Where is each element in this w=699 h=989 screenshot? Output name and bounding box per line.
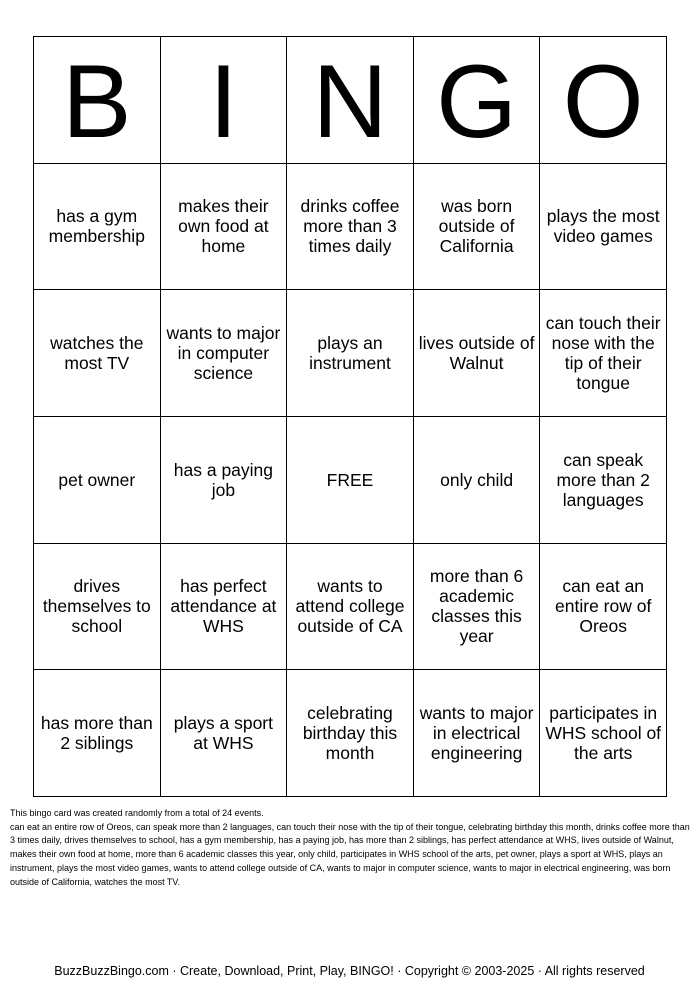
- bingo-cell-text: makes their own food at home: [178, 196, 269, 257]
- bingo-cell: [287, 544, 414, 671]
- bingo-cell: [540, 290, 667, 417]
- bingo-cell-text: drives themselves to school: [42, 576, 151, 637]
- bingo-cell-text: has more than 2 siblings: [40, 713, 153, 754]
- header-letter-b: B: [34, 37, 161, 164]
- bingo-cell-text: can speak more than 2 languages: [556, 449, 650, 510]
- bingo-cell: [161, 417, 288, 544]
- bingo-cell: [287, 290, 414, 417]
- bingo-cell: [540, 670, 667, 797]
- bingo-cell: [161, 670, 288, 797]
- card-description: [10, 807, 690, 889]
- free-space-cell: [287, 417, 414, 544]
- header-letter-o: O: [540, 37, 667, 164]
- bingo-cell: [414, 417, 541, 544]
- bingo-cell-text: can touch their nose with the tip of their tongue: [545, 313, 661, 394]
- description-events-list: can eat an entire row of Oreos, can speak more than 2 languages, can touch their nose with the tip of their tongue, celebrating birthday this month, drinks coffee more than 3 times daily, drives themselves to school, has a gym membership, has a paying job, has more than 2 siblings, has perfect attendance at WHS, lives outside of Walnut, makes their own food at home, more than 6 academic classes this year, only child, participates in WHS school of the arts, pet owner, plays a sport at WHS, plays an instrument, plays the most video games, wants to attend college outside of CA, wants to major in computer science, wants to major in electrical engineering, was born outside of California, watches the most TV.: [10, 821, 690, 887]
- bingo-cell: [540, 164, 667, 291]
- bingo-cell-text: plays the most video games: [546, 206, 660, 247]
- bingo-cell: [161, 544, 288, 671]
- bingo-cell: [161, 164, 288, 291]
- bingo-cell: [287, 164, 414, 291]
- bingo-cell: [414, 544, 541, 671]
- footer-copyright: BuzzBuzzBingo.com · Create, Download, Print, Play, BINGO! · Copyright © 2003-2025 · All rights reserved: [54, 964, 645, 978]
- bingo-cell-text: was born outside of California: [438, 196, 515, 257]
- bingo-cell-text: pet owner: [58, 469, 136, 490]
- bingo-cell: [34, 670, 161, 797]
- free-space-text: FREE: [326, 469, 374, 490]
- bingo-cell: [540, 544, 667, 671]
- bingo-cell-text: has a gym membership: [48, 206, 145, 247]
- bingo-cell: [34, 544, 161, 671]
- bingo-cell: [34, 164, 161, 291]
- bingo-cell-text: celebrating birthday this month: [302, 703, 398, 764]
- bingo-cell-text: has a paying job: [173, 459, 274, 500]
- bingo-cell-text: drinks coffee more than 3 times daily: [300, 196, 400, 257]
- bingo-cell-text: can eat an entire row of Oreos: [555, 576, 652, 637]
- header-letter-g: G: [414, 37, 541, 164]
- bingo-cell: [34, 290, 161, 417]
- bingo-cell-text: wants to major in electrical engineering: [419, 703, 534, 764]
- bingo-cell-text: wants to attend college outside of CA: [295, 576, 405, 637]
- bingo-cell-text: wants to major in computer science: [166, 323, 281, 384]
- bingo-card: [33, 36, 667, 797]
- bingo-cell: [414, 290, 541, 417]
- bingo-cell-text: participates in WHS school of the arts: [545, 703, 662, 764]
- bingo-cell-text: more than 6 academic classes this year: [429, 566, 524, 647]
- description-intro: This bingo card was created randomly from a total of 24 events.: [10, 808, 264, 818]
- bingo-cell-text: plays a sport at WHS: [173, 713, 273, 754]
- bingo-cell: [34, 417, 161, 544]
- bingo-cell-text: lives outside of Walnut: [418, 333, 535, 374]
- bingo-cell: [414, 670, 541, 797]
- bingo-cell-text: watches the most TV: [50, 333, 144, 374]
- header-letter-n: N: [287, 37, 414, 164]
- bingo-cell: [414, 164, 541, 291]
- bingo-cell: [540, 417, 667, 544]
- bingo-cell-text: has perfect attendance at WHS: [170, 576, 277, 637]
- bingo-cell: [161, 290, 288, 417]
- bingo-cell-text: only child: [440, 469, 514, 490]
- bingo-cell-text: plays an instrument: [309, 333, 391, 374]
- header-letter-i: I: [161, 37, 288, 164]
- bingo-cell: [287, 670, 414, 797]
